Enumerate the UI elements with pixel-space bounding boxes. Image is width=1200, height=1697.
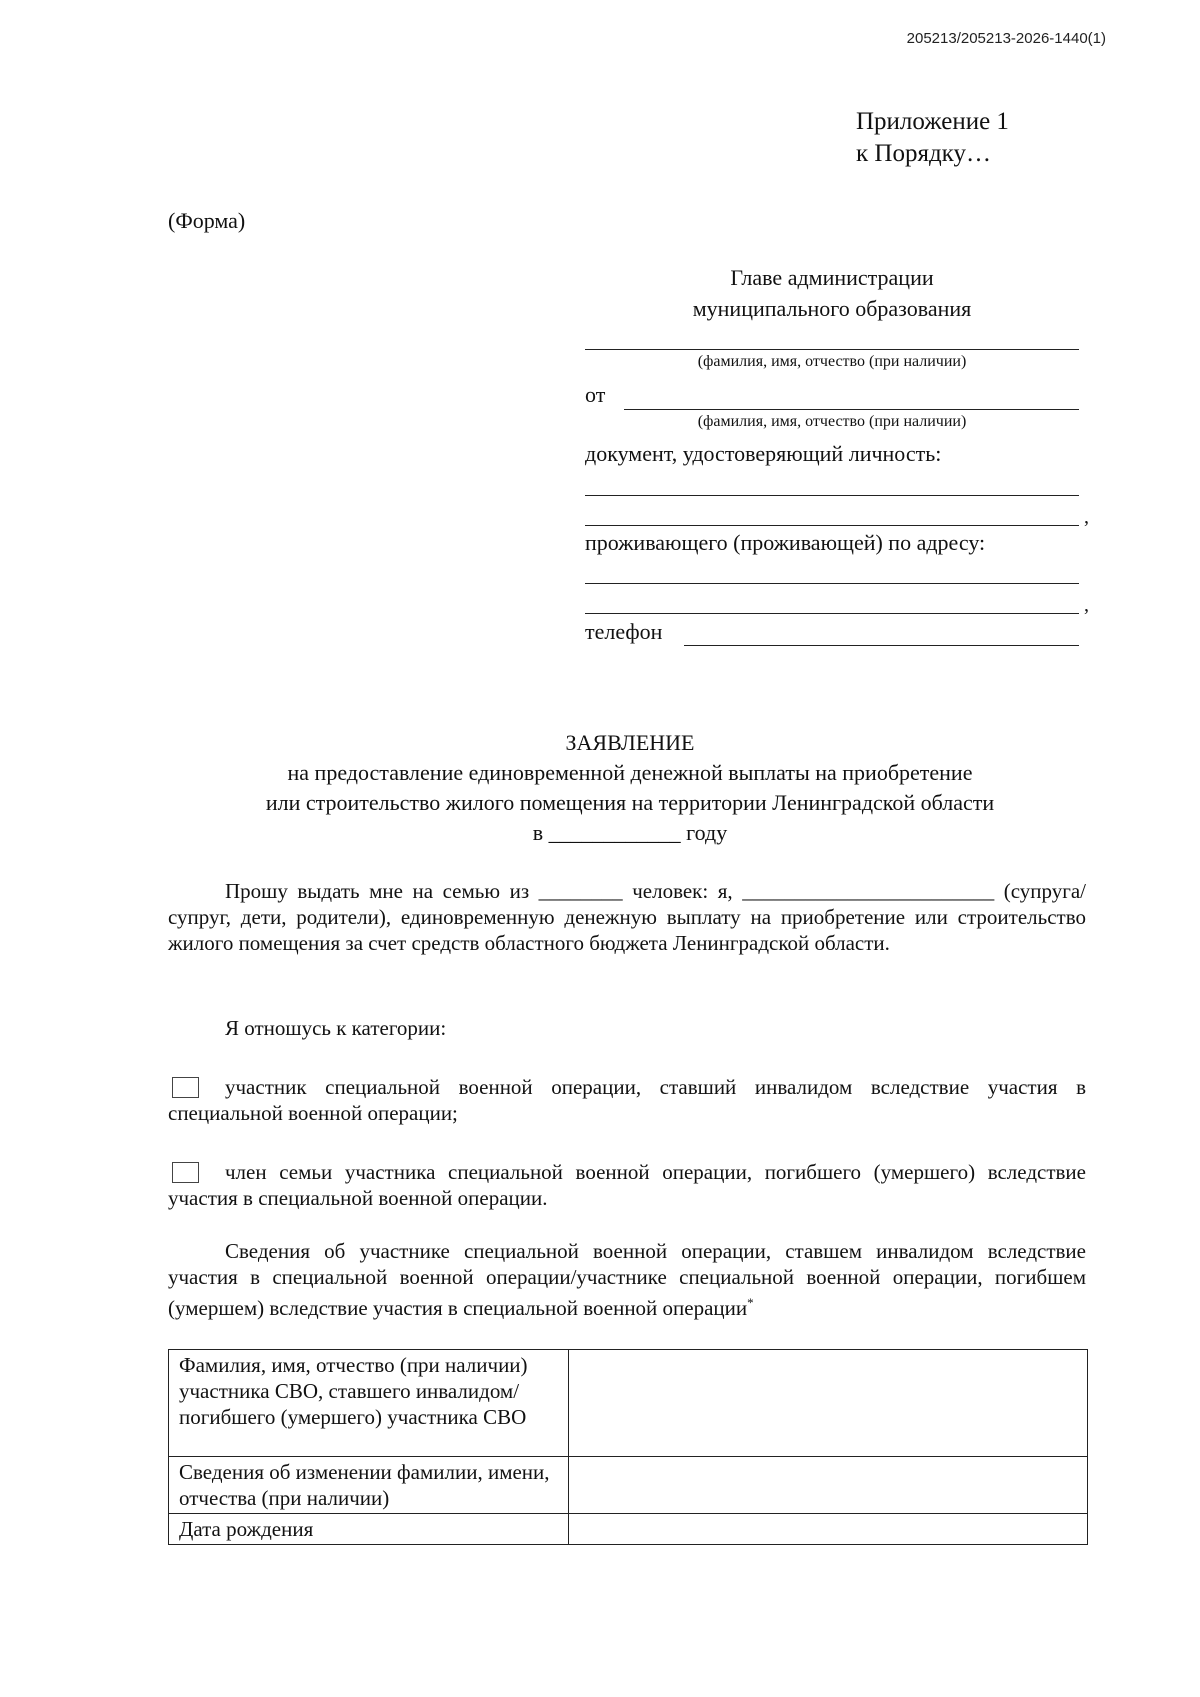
- participant-name-input-cell[interactable]: [569, 1350, 1088, 1457]
- footnote-mark: *: [747, 1295, 754, 1310]
- year-prefix: в: [532, 820, 544, 845]
- address-field-1[interactable]: [585, 583, 1079, 584]
- statement-heading: ЗАЯВЛЕНИЕ: [565, 730, 695, 755]
- birth-date-input-cell[interactable]: [569, 1514, 1088, 1545]
- appendix-line1: Приложение 1: [856, 108, 1009, 135]
- family-count-field[interactable]: ________: [538, 879, 623, 903]
- name-change-input-cell[interactable]: [569, 1457, 1088, 1514]
- table-label-cell: Сведения об изменении фамилии, имени, отчества (при наличии): [169, 1457, 569, 1514]
- statement-title: [140, 728, 1120, 848]
- statement-subtitle-line2: или строительство жилого помещения на территории Ленинградской области: [265, 790, 995, 815]
- category-disabled-participant-text: участник специальной военной операции, ставший инвалидом вследствие участия в специальной военной операции;: [168, 1075, 1086, 1125]
- id-document-comma: ,: [1084, 506, 1089, 528]
- applicant-name-field[interactable]: [624, 409, 1079, 410]
- statement-year-line: [140, 818, 1120, 848]
- family-members-field[interactable]: ________________________: [742, 879, 995, 903]
- category-heading: Я отношусь к категории:: [225, 1016, 447, 1040]
- table-label-cell: Дата рождения: [169, 1514, 569, 1545]
- document-id: 205213/205213-2026-1440(1): [906, 30, 1106, 47]
- table-row: [169, 1514, 1088, 1545]
- applicant-name-caption: (фамилия, имя, отчество (при наличии): [697, 413, 967, 430]
- addressee-title: [585, 262, 1079, 324]
- form-label: (Форма): [168, 208, 246, 233]
- address-field-2[interactable]: [585, 613, 1079, 614]
- from-label: от: [585, 382, 606, 407]
- request-part2: человек: я,: [632, 879, 733, 903]
- addressee-line2: муниципального образования: [692, 296, 972, 321]
- address-comma: ,: [1084, 594, 1089, 616]
- id-document-field-1[interactable]: [585, 495, 1079, 496]
- id-document-field-2[interactable]: [585, 525, 1079, 526]
- addressee-line1: Главе администрации: [730, 265, 934, 290]
- phone-label: телефон: [585, 619, 663, 644]
- year-suffix: году: [686, 820, 728, 845]
- statement-subtitle-line1: на предоставление единовременной денежной выплаты на приобретение: [287, 760, 973, 785]
- table-row: [169, 1350, 1088, 1457]
- appendix-line2: к Порядку…: [856, 140, 991, 167]
- request-part3: (супруга/супруг, дети, родители), единовременную денежную выплату на приобретение или строительство жилого помещения за счет средств областного бюджета Ленинградской области.: [168, 879, 1086, 955]
- phone-field[interactable]: [684, 645, 1079, 646]
- request-part1: Прошу выдать мне на семью из: [225, 879, 530, 903]
- appendix-header: [856, 106, 1009, 170]
- address-label: проживающего (проживающей) по адресу:: [585, 530, 986, 555]
- participant-info-table: [168, 1349, 1088, 1545]
- head-name-caption: (фамилия, имя, отчество (при наличии): [697, 353, 967, 370]
- table-row: [169, 1457, 1088, 1514]
- participant-info-text: Сведения об участнике специальной военной операции, ставшем инвалидом вследствие участия в специальной военной операции/участнике специальной военной операции, погибшем (умершем) вследствие участия в специальной военной операции: [168, 1239, 1086, 1320]
- participant-info-paragraph: [168, 1238, 1086, 1321]
- year-field[interactable]: ____________: [548, 820, 681, 845]
- category-family-member-text: член семьи участника специальной военной операции, погибшего (умершего) вследствие участия в специальной военной операции.: [168, 1160, 1086, 1210]
- request-paragraph: [168, 878, 1086, 956]
- id-document-label: документ, удостоверяющий личность:: [585, 441, 942, 466]
- table-label-cell: Фамилия, имя, отчество (при наличии) участника СВО, ставшего инвалидом/погибшего (умершего) участника СВО: [169, 1350, 569, 1457]
- head-name-field[interactable]: [585, 349, 1079, 350]
